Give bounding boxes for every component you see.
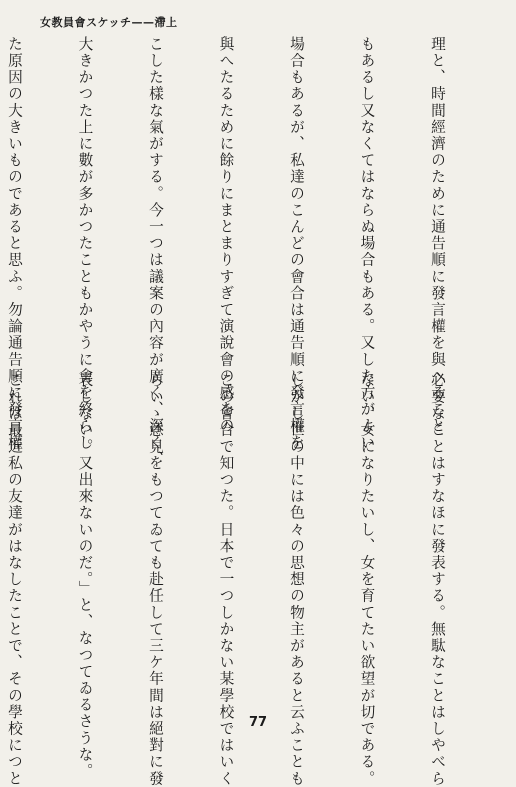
text-line: この會合で知つた。日本で一つしかない某學校ではいく <box>217 372 235 787</box>
text-line: しかし世の中には色々の思想の物主があると云ふことも <box>288 372 305 787</box>
header-title: 女教員會スケッチ——滯上 <box>40 16 178 29</box>
text-line: こした樣な氣がする。今一つは議案の內容が廣く、深く、 <box>147 36 164 468</box>
text-line: 大きかつた上に數が多かつたこともかやうに會を終らし <box>76 36 94 451</box>
text-line: 與へたるために餘りにまとまりすぎて演說會の感をの <box>217 36 235 435</box>
text-line: 場合もあるが、私達のこんどの會合は通告順に發言權を <box>288 36 305 451</box>
text-line: これは最近私の友達がはなしたことで、その學校につと <box>6 372 23 787</box>
text-line: ない、女になりたいし、女を育てたい欲望が切である。 <box>358 372 376 787</box>
upper-text-block <box>6 36 496 468</box>
text-line: らいゝ意見をもつてゐても赴任して三ケ年間は絕對に發 <box>147 372 164 787</box>
text-line: 必要なことはすなほに發表する。無駄なことはしやべら <box>429 372 446 787</box>
text-line: 表しない。又出來ないのだ。」と、なつてゐるさうな。 <box>76 372 94 780</box>
page-number: 77 <box>248 715 268 730</box>
text-line: もあるし又なくてはならぬ場合もある。又した方がよい <box>358 36 376 451</box>
text-line: 理と、時間經濟のために通告順に發言權を與へること <box>429 36 446 435</box>
running-header <box>0 10 516 30</box>
text-line: た原因の大きいものであると思ふ。勿論通告順に發言權 <box>6 36 23 451</box>
